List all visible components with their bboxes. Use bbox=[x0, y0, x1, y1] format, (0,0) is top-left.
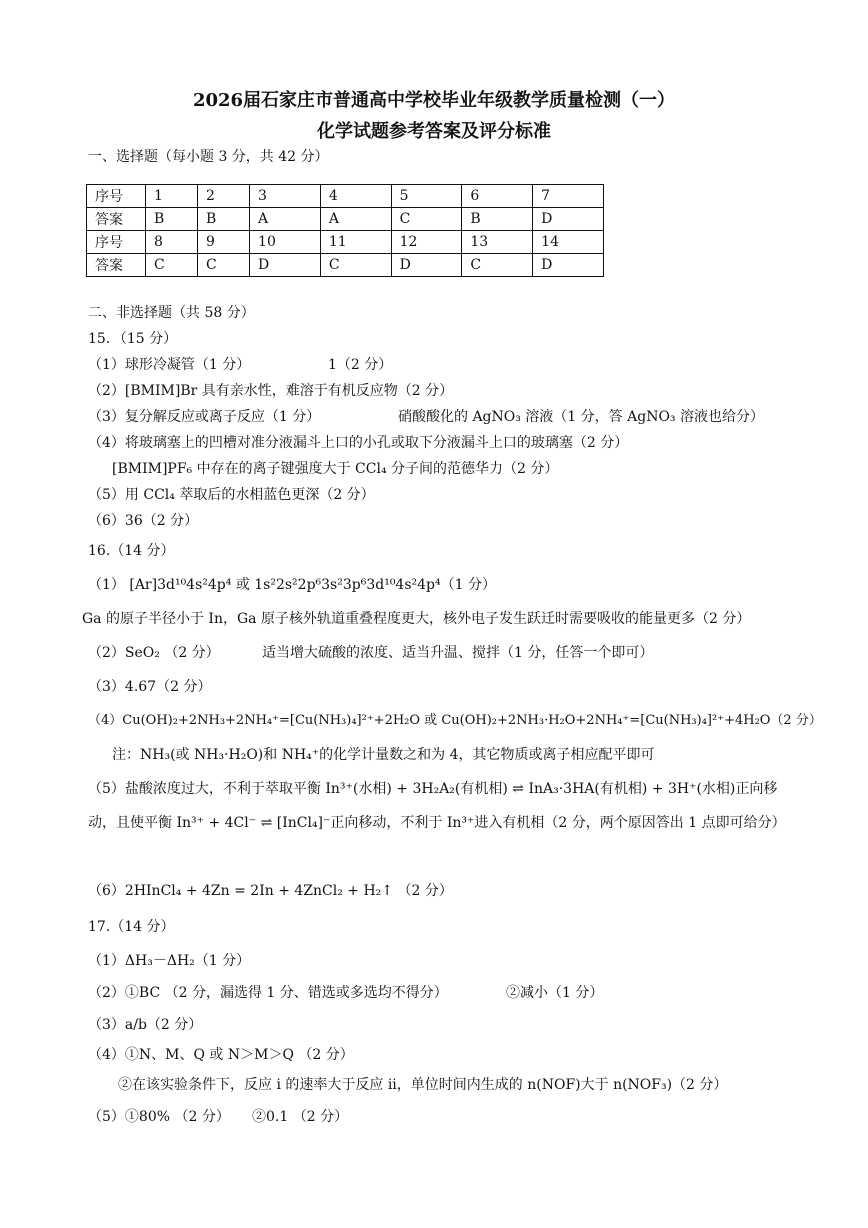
table-cell: 3 bbox=[250, 185, 321, 208]
q17-line-3: （3）a/b（2 分） bbox=[88, 1017, 203, 1033]
table-cell: 11 bbox=[320, 231, 391, 254]
table-row bbox=[87, 231, 604, 254]
table-cell: C bbox=[198, 254, 250, 277]
q15-line-3b: 硝酸酸化的 AgNO₃ 溶液（1 分，答 AgNO₃ 溶液也给分） bbox=[398, 409, 764, 425]
table-cell: 4 bbox=[320, 185, 391, 208]
q15-line-6: （6）36（2 分） bbox=[88, 513, 199, 529]
q15-line-1: （1）球形冷凝管（1 分） bbox=[88, 357, 251, 373]
table-cell: D bbox=[533, 254, 604, 277]
q15-line-2: （2）[BMIM]Br 具有亲水性，难溶于有机反应物（2 分） bbox=[88, 383, 454, 399]
table-row-header: 答案 bbox=[87, 208, 146, 231]
q17-line-1: （1）ΔH₃－ΔH₂（1 分） bbox=[88, 953, 251, 969]
table-cell: B bbox=[462, 208, 533, 231]
table-cell: 2 bbox=[198, 185, 250, 208]
table-cell: 7 bbox=[533, 185, 604, 208]
table-cell: 6 bbox=[462, 185, 533, 208]
table-cell: 12 bbox=[391, 231, 462, 254]
q15-heading: 15．（15 分） bbox=[88, 331, 178, 347]
q15-line-3: （3）复分解反应或离子反应（1 分） bbox=[88, 409, 321, 425]
q16-line-4: （4）Cu(OH)₂+2NH₃+2NH₄⁺=[Cu(NH₃)₄]²⁺+2H₂O 或 Cu(OH)₂+2NH₃·H₂O+2NH₄⁺=[Cu(NH₃)₄]²⁺+4H₂O（2 分） bbox=[88, 713, 822, 728]
table-row-header: 序号 bbox=[87, 185, 146, 208]
q15-line-1b: 1（2 分） bbox=[328, 357, 393, 373]
table-row bbox=[87, 208, 604, 231]
table-cell: C bbox=[320, 254, 391, 277]
table-row-header: 序号 bbox=[87, 231, 146, 254]
section-heading-nonchoice: 二、非选择题（共 58 分） bbox=[88, 305, 255, 321]
table-cell: D bbox=[391, 254, 462, 277]
q17-heading: 17.（14 分） bbox=[88, 919, 175, 935]
q16-line-5: （5）盐酸浓度过大，不利于萃取平衡 In³⁺(水相) + 3H₂A₂(有机相) ⇌ InA₃·3HA(有机相) + 3H⁺(水相)正向移动，且使平衡 In³⁺ + 4Cl⁻ ⇌ [InCl₄]⁻正向移动，不利于 In³⁺进入有机相（2 分，两个原因答出 1 点即可给分） bbox=[88, 781, 786, 831]
table-cell: D bbox=[250, 254, 321, 277]
q15-line-5: （5）用 CCl₄ 萃取后的水相蓝色更深（2 分） bbox=[88, 487, 375, 503]
q17-line-5b: ②0.1 （2 分） bbox=[252, 1109, 349, 1125]
q17-line-4: （4）①N、M、Q 或 N＞M＞Q （2 分） bbox=[88, 1047, 354, 1063]
table-row-header: 答案 bbox=[87, 254, 146, 277]
table-cell: 1 bbox=[146, 185, 198, 208]
table-cell: B bbox=[146, 208, 198, 231]
table-cell: C bbox=[462, 254, 533, 277]
q16-line-6: （6）2HInCl₄ + 4Zn = 2In + 4ZnCl₂ + H₂↑ （2 分） bbox=[88, 883, 453, 899]
q17-line-2: （2）①BC （2 分，漏选得 1 分、错选或多选均不得分） bbox=[88, 985, 448, 1001]
page-subtitle: 化学试题参考答案及评分标准 bbox=[317, 121, 551, 142]
table-cell: 8 bbox=[146, 231, 198, 254]
table-row bbox=[87, 185, 604, 208]
table-cell: 10 bbox=[250, 231, 321, 254]
table-cell: C bbox=[146, 254, 198, 277]
table-cell: A bbox=[320, 208, 391, 231]
table-row bbox=[87, 254, 604, 277]
table-cell: 13 bbox=[462, 231, 533, 254]
q16-line-2: （2）SeO₂ （2 分） bbox=[88, 645, 220, 661]
page-title: 2026届石家庄市普通高中学校毕业年级教学质量检测（一） bbox=[192, 90, 676, 111]
q15-line-4: （4）将玻璃塞上的凹槽对准分液漏斗上口的小孔或取下分液漏斗上口的玻璃塞（2 分） bbox=[88, 435, 629, 451]
q16-line-3: （3）4.67（2 分） bbox=[88, 679, 212, 695]
q17-line-5: （5）①80% （2 分） bbox=[88, 1109, 230, 1125]
q15-line-4b: [BMIM]PF₆ 中存在的离子键强度大于 CCl₄ 分子间的范德华力（2 分） bbox=[112, 461, 559, 477]
q17-line-4b: ②在该实验条件下，反应 i 的速率大于反应 ii，单位时间内生成的 n(NOF)大于 n(NOF₃)（2 分） bbox=[118, 1077, 728, 1093]
table-cell: 9 bbox=[198, 231, 250, 254]
choice-answer-table bbox=[86, 184, 604, 277]
q16-heading: 16.（14 分） bbox=[88, 543, 175, 559]
table-cell: B bbox=[198, 208, 250, 231]
table-cell: C bbox=[391, 208, 462, 231]
q16-line-4b: 注：NH₃(或 NH₃·H₂O)和 NH₄⁺的化学计量数之和为 4，其它物质或离子相应配平即可 bbox=[112, 747, 655, 763]
section-heading-choice: 一、选择题（每小题 3 分，共 42 分） bbox=[88, 149, 329, 165]
q16-line-1b: Ga 的原子半径小于 In，Ga 原子核外轨道重叠程度更大，核外电子发生跃迁时需要吸收的能量更多（2 分） bbox=[82, 611, 751, 627]
table-cell: 5 bbox=[391, 185, 462, 208]
q17-line-2b: ②减小（1 分） bbox=[506, 985, 604, 1001]
q16-line-1: （1） [Ar]3d¹⁰4s²4p⁴ 或 1s²2s²2p⁶3s²3p⁶3d¹⁰4s²4p⁴（1 分） bbox=[88, 577, 496, 593]
table-cell: D bbox=[533, 208, 604, 231]
table-cell: 14 bbox=[533, 231, 604, 254]
q16-line-2b: 适当增大硫酸的浓度、适当升温、搅拌（1 分，任答一个即可） bbox=[262, 645, 654, 661]
table-cell: A bbox=[250, 208, 321, 231]
